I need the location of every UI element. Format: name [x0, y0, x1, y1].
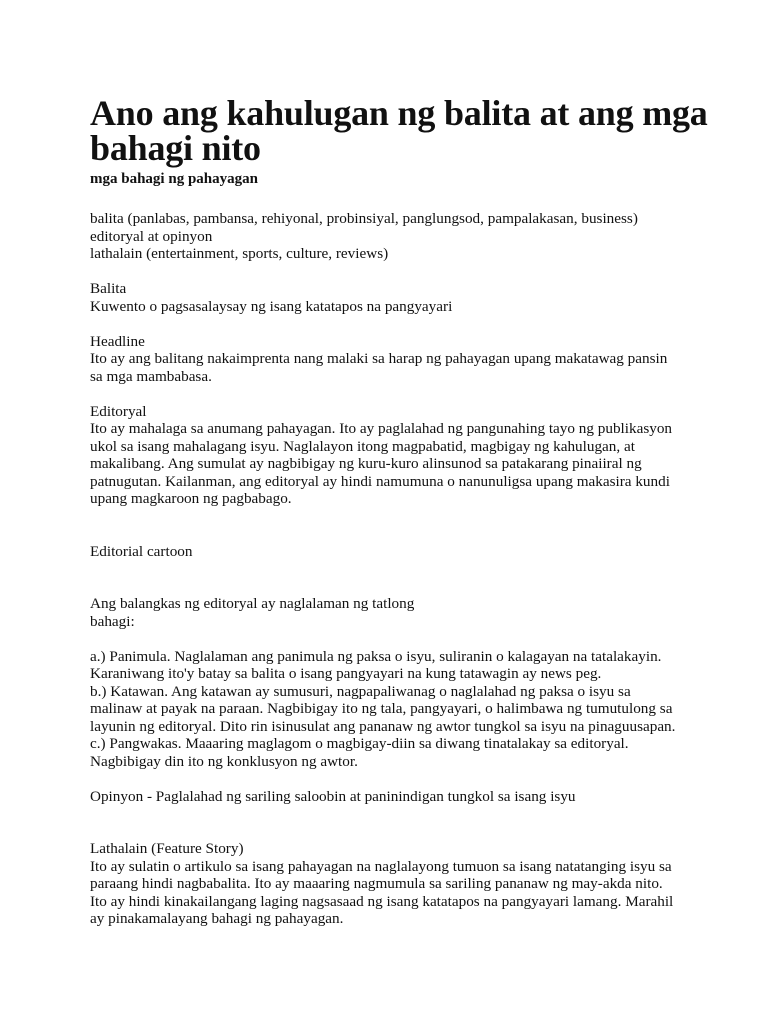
paragraph [90, 210, 750, 263]
text-line: Opinyon - Paglalahad ng sariling saloobin at paninindigan tungkol sa isang isyu [90, 787, 576, 805]
text-line: ay pinakamalayang bahagi ng pahayagan. [90, 910, 344, 927]
paragraph [90, 648, 750, 771]
text-line: Ang balangkas ng editoryal ay naglalaman ng tatlong [90, 595, 415, 612]
text-line: patnugutan. Kailanman, ang editoryal ay hindi namumuna o nanunuligsa upang makasira kundi [90, 472, 670, 490]
text-line: Kuwento o pagsasalaysay ng isang katatapos na pangyayari [90, 297, 453, 315]
text-line: layunin ng editoryal. Dito rin isinusulat ang pananaw ng awtor tungkol sa isyu na pinaguusapan. [90, 717, 676, 735]
text-line: Nagbibigay din ito ng konklusyon ng awtor. [90, 752, 358, 770]
text-line: makalibang. Ang sumulat ay nagbibigay ng kuru-kuro alinsunod sa patakarang pinaiiral ng [90, 455, 642, 472]
text-line: sa mga mambabasa. [90, 367, 212, 385]
text-line: lathalain (entertainment, sports, culture, reviews) [90, 245, 389, 262]
paragraph [90, 280, 750, 315]
paragraph [90, 333, 750, 386]
text-line: upang magkaroon ng pagbabago. [90, 490, 292, 507]
text-line: Ito ay ang balitang nakaimprenta nang malaki sa harap ng pahayagan upang makatawag pansin [90, 350, 668, 367]
text-line: Ito ay sulatin o artikulo sa isang pahayagan na naglalayong tumuon sa isang natatanging isyu sa [90, 857, 672, 875]
paragraph [90, 788, 750, 806]
text-line: malinaw at payak na paraan. Nagbibigay ito ng tala, pangyayari, o halimbawa ng tumutulong sa [90, 700, 673, 717]
text-line: Editoryal [90, 402, 147, 420]
document-page [90, 93, 750, 945]
subtitle: mga bahagi ng pahayagan [90, 171, 258, 187]
paragraph [90, 840, 750, 928]
text-line: Karaniwang ito'y batay sa balita o isang pangyayari na kung tatawagin ay news peg. [90, 665, 602, 682]
page-title [90, 93, 750, 168]
paragraph [90, 543, 750, 561]
text-line: b.) Katawan. Ang katawan ay sumusuri, nagpapaliwanag o naglalahad ng paksa o isyu sa [90, 682, 631, 700]
text-line: Ito ay hindi kinakailangang laging nagsasaad ng isang katatapos na pangyayari lamang. Marahil [90, 892, 674, 910]
text-line: paraang hindi nagbabalita. Ito ay maaaring nagmumula sa sariling pananaw ng may-akda nito. [90, 875, 663, 892]
title-line: bahagi nito [90, 128, 261, 168]
text-line: c.) Pangwakas. Maaaring maglagom o magbigay-diin sa diwang tinatalakay sa editoryal. [90, 735, 629, 752]
text-line: ukol sa isang mahalagang isyu. Naglalayon itong magpabatid, magbigay ng kahulugan, at [90, 437, 635, 455]
text-line: editoryal at opinyon [90, 227, 213, 245]
text-line: Headline [90, 332, 145, 350]
text-line: Ito ay mahalaga sa anumang pahayagan. Ito ay paglalahad ng pangunahing tayo ng publikasyon [90, 420, 673, 437]
text-line: Balita [90, 280, 127, 297]
text-line: Editorial cartoon [90, 542, 193, 560]
paragraph [90, 595, 750, 630]
text-line: bahagi: [90, 612, 135, 630]
text-line: a.) Panimula. Naglalaman ang panimula ng paksa o isyu, suliranin o kalagayan na tatalakayin. [90, 647, 662, 665]
document-body [90, 210, 750, 928]
title-line: Ano ang kahulugan ng balita at ang mga [90, 93, 708, 133]
text-line: Lathalain (Feature Story) [90, 840, 244, 857]
text-line: balita (panlabas, pambansa, rehiyonal, probinsiyal, panglungsod, pampalakasan, business) [90, 210, 638, 227]
paragraph [90, 403, 750, 508]
